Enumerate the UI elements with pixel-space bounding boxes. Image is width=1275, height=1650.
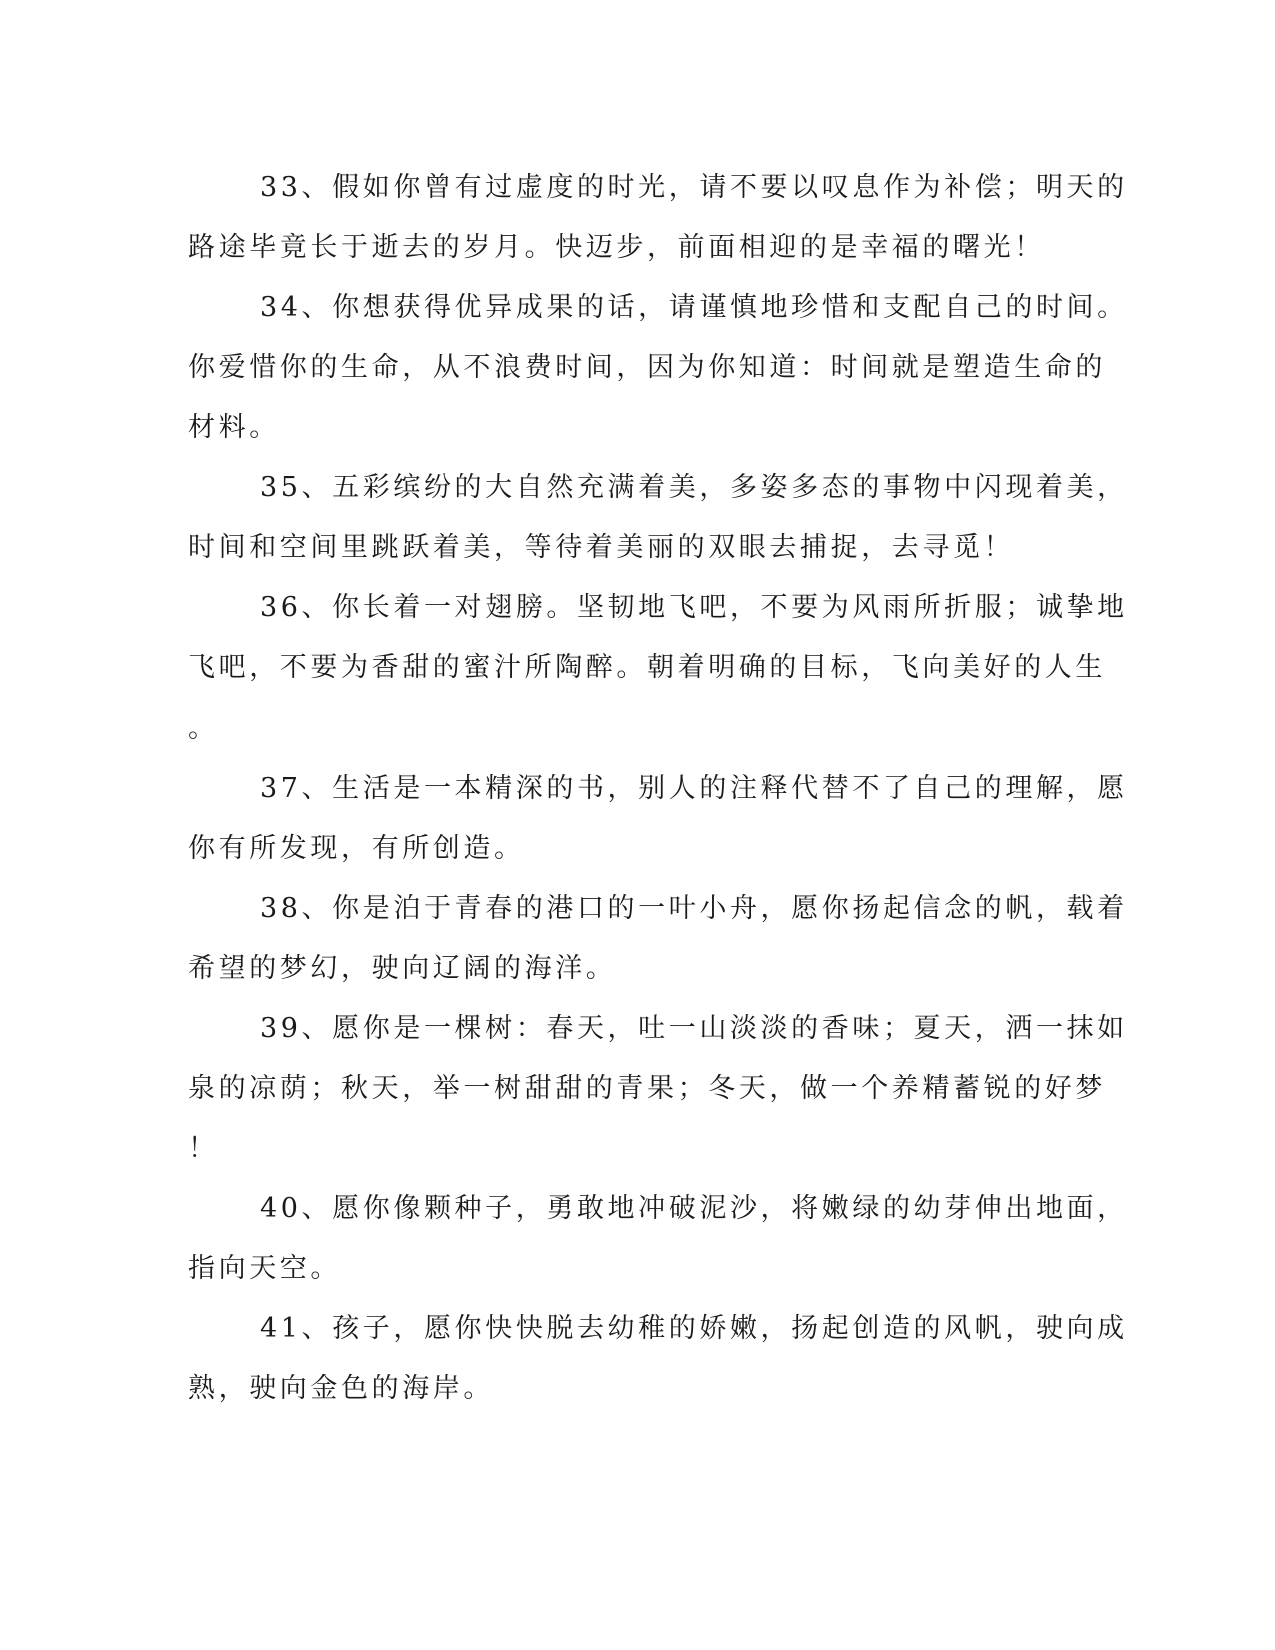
paragraph-36 [188, 578, 1128, 759]
paragraph-line: 41、孩子，愿你快快脱去幼稚的娇嫩，扬起创造的风帆，驶向成 [260, 1313, 1128, 1344]
paragraph-line: 。 [188, 713, 219, 744]
paragraph-37 [188, 759, 1128, 879]
paragraph-line: 你爱惜你的生命，从不浪费时间，因为你知道：时间就是塑造生命的 [188, 352, 1106, 383]
paragraph-line: 35、五彩缤纷的大自然充满着美，多姿多态的事物中闪现着美， [260, 472, 1128, 503]
paragraph-line: 37、生活是一本精深的书，别人的注释代替不了自己的理解，愿 [260, 773, 1128, 804]
paragraph-line: 34、你想获得优异成果的话，请谨慎地珍惜和支配自己的时间。 [260, 292, 1128, 323]
paragraph-34 [188, 278, 1128, 458]
paragraph-line: 希望的梦幻，驶向辽阔的海洋。 [188, 953, 617, 984]
paragraph-38 [188, 879, 1128, 999]
paragraph-line: 时间和空间里跳跃着美，等待着美丽的双眼去捕捉，去寻觅！ [188, 532, 1015, 563]
paragraph-line: 38、你是泊于青春的港口的一叶小舟，愿你扬起信念的帆，载着 [260, 893, 1128, 924]
paragraph-line: 路途毕竟长于逝去的岁月。快迈步，前面相迎的是幸福的曙光！ [188, 232, 1045, 263]
paragraph-line: 39、愿你是一棵树：春天，吐一山淡淡的香味；夏天，洒一抹如 [260, 1013, 1128, 1044]
paragraph-line: 泉的凉荫；秋天，举一树甜甜的青果；冬天，做一个养精蓄锐的好梦 [188, 1073, 1106, 1104]
paragraph-line: 材料。 [188, 412, 280, 443]
paragraph-line: 40、愿你像颗种子，勇敢地冲破泥沙，将嫩绿的幼芽伸出地面， [260, 1193, 1128, 1224]
paragraph-line: 36、你长着一对翅膀。坚韧地飞吧，不要为风雨所折服；诚挚地 [260, 592, 1128, 623]
paragraph-line: 熟，驶向金色的海岸。 [188, 1373, 494, 1404]
paragraph-line: 你有所发现，有所创造。 [188, 833, 525, 864]
document-body [188, 158, 1128, 1419]
paragraph-line: 飞吧，不要为香甜的蜜汁所陶醉。朝着明确的目标，飞向美好的人生 [188, 652, 1106, 683]
paragraph-line: ！ [188, 1133, 219, 1164]
paragraph-line: 33、假如你曾有过虚度的时光，请不要以叹息作为补偿；明天的 [260, 172, 1128, 203]
paragraph-35 [188, 458, 1128, 578]
paragraph-41 [188, 1299, 1128, 1419]
paragraph-39 [188, 999, 1128, 1179]
paragraph-33 [188, 158, 1128, 278]
paragraph-line: 指向天空。 [188, 1253, 341, 1284]
paragraph-40 [188, 1179, 1128, 1299]
